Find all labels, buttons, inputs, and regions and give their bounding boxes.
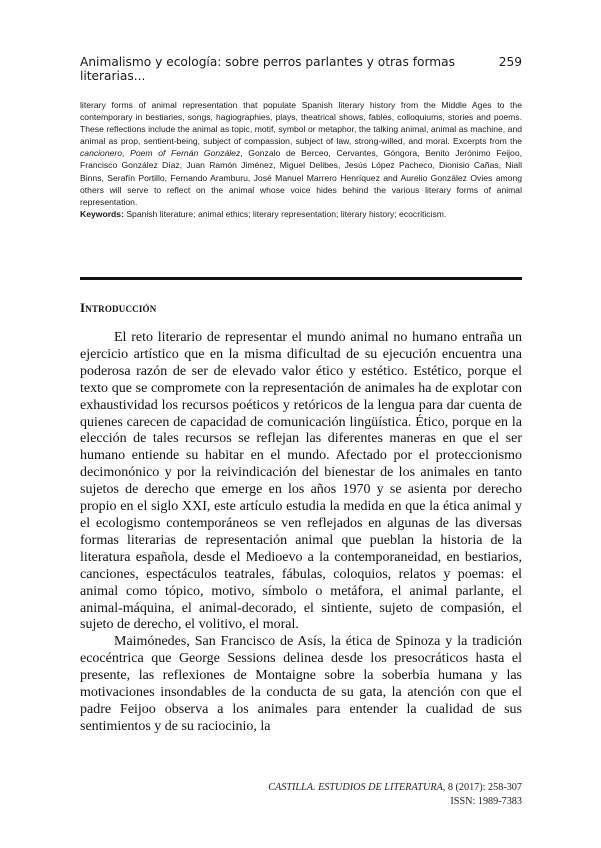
body-text xyxy=(80,330,522,736)
keywords xyxy=(80,208,522,220)
running-head xyxy=(80,55,522,83)
abstract-italic-cancionero: cancionero xyxy=(80,148,123,159)
abstract xyxy=(80,99,522,220)
footer-citation-line xyxy=(268,781,522,795)
abstract-italic-poem: Poem of Fernán González xyxy=(130,148,241,159)
keywords-text: Spanish literature; animal ethics; literary representation; literary history; ecocriticism. xyxy=(123,208,447,219)
body-paragraph-1: El reto literario de representar el mundo animal no humano entraña un ejercicio artístico que en la misma dificultad de su ejecución encuentra una poderosa razón de ser de elevado valor ético y estético. Estético, porque el texto que se compromete con la representación de animales ha de explotar con exhaustividad los recursos poéticos y retóricos de la lengua para dar cuenta de quienes carecen de capacidad de comunicación lingüística. Ético, porque en la elección de tales recursos se reflejan las diferentes maneras en que el ser humano entiende su habitar en el mundo. Afectado por el proteccionismo decimonónico y por la reivindicación del bienestar de los animales en tanto sujetos de derecho que emerge en los años 1970 y se asienta por derecho propio en el siglo XXI, este artículo estudia la medida en que la ética animal y el ecologismo contemporáneos se ven reflejados en algunas de las diversas formas literarias de representación animal que pueblan la historia de la literatura española, desde el Medioevo a la contemporaneidad, en bestiarios, canciones, espectáculos teatrales, fábulas, coloquios, relatos y poemas: el animal como tópico, motivo, símbolo o metáfora, el animal parlante, el animal-máquina, el animal-decorado, el sintiente, sujeto de compasión, el sujeto de derecho, el volitivo, el moral. xyxy=(80,330,522,633)
abstract-separator: , xyxy=(122,148,131,159)
journal-issn: ISSN: 1989-7383 xyxy=(450,795,522,807)
journal-title: CASTILLA. ESTUDIOS DE LITERATURA xyxy=(268,782,443,793)
keywords-label: Keywords: xyxy=(80,208,124,219)
abstract-text-1: literary forms of animal representation that populate Spanish literary history from the Middle Ages to the contemporary in bestiaries, songs, hagiographies, plays, theatrical shows, fables, colloquiums, stories and poems. These reflections include the animal as topic, motif, symbol or metaphor, the talking animal, animal as machine, and animal as prop, sentient-being, subject of compassion, subject of law, strong-willed, and moral. Excerpts from the xyxy=(80,100,522,147)
journal-citation: , 8 (2017): 258-307 xyxy=(442,782,522,793)
section-divider xyxy=(80,277,522,280)
abstract-paragraph xyxy=(80,99,522,208)
body-paragraph-2: Maimónedes, San Francisco de Asís, la ética de Spinoza y la tradición ecocéntrica que George Sessions delinea desde los presocráticos hasta el presente, las reflexiones de Montaigne sobre la soberbia humana y las motivaciones insondables de la conducta de su gata, la atención con que el padre Feijoo observa a los animales para entender la cualidad de sus sentimientos y de su raciocinio, la xyxy=(80,634,522,734)
running-head-title: Animalismo y ecología: sobre perros parlantes y otras formas literarias... xyxy=(80,55,455,83)
page-number: 259 xyxy=(498,55,522,69)
page-footer xyxy=(268,781,522,808)
abstract-text-2: , Gonzalo de Berceo, Cervantes, Góngora, Benito Jerónimo Feijoo, Francisco González Díaz, Juan Ramón Jiménez, Miguel Delibes, Jesús López Pacheco, Dionisio Cañas, Niall Binns, Serafín Portillo, Fernando Aramburu, José Manuel Marrero Henríquez and Aurelio González Ovies among others will serve to reflect on the animal whose voice hides behind the various literary forms of animal representation. xyxy=(80,148,522,207)
section-heading: Introducción xyxy=(80,300,157,315)
